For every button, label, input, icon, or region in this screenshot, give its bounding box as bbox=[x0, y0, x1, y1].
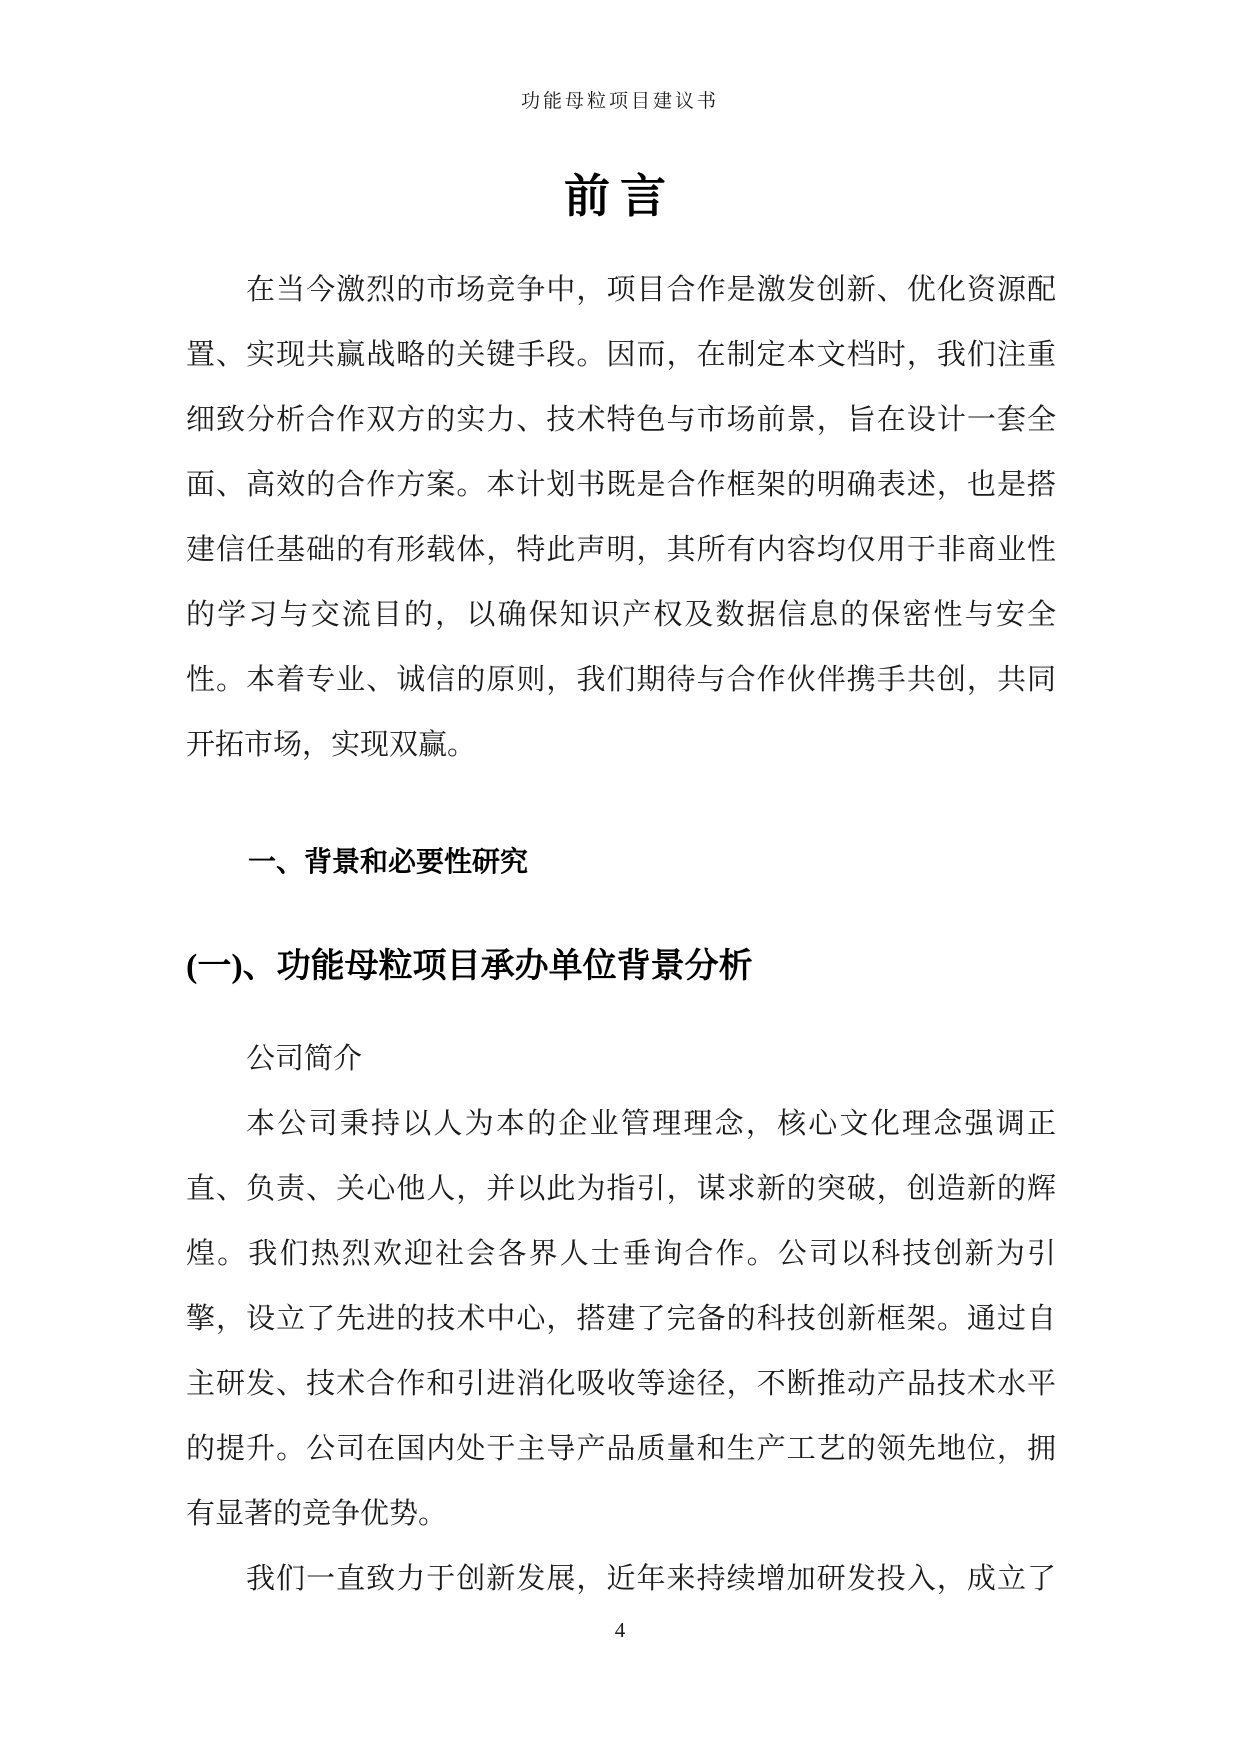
paragraph-line: 有显著的竞争优势。 bbox=[186, 1498, 448, 1530]
paragraph-line: 置、实现共赢战略的关键手段。因而，在制定本文档时，我们注重 bbox=[186, 339, 1056, 371]
page-number: 4 bbox=[614, 1618, 626, 1642]
paragraph-line: 本公司秉持以人为本的企业管理理念，核心文化理念强调正 bbox=[246, 1108, 1056, 1140]
paragraph-line: 直、负责、关心他人，并以此为指引，谋求新的突破，创造新的辉 bbox=[186, 1173, 1056, 1205]
document-header: 功能母粒项目建议书 bbox=[520, 91, 719, 112]
section-heading: 一、背景和必要性研究 bbox=[248, 847, 529, 878]
company-intro-block bbox=[186, 1027, 1056, 1612]
paragraph-line: 细致分析合作双方的实力、技术特色与市场前景，旨在设计一套全 bbox=[186, 404, 1056, 436]
paragraph-line: 擎，设立了先进的技术中心，搭建了完备的科技创新框架。通过自 bbox=[186, 1303, 1056, 1335]
paragraph-line: 面、高效的合作方案。本计划书既是合作框架的明确表述，也是搭 bbox=[186, 469, 1056, 501]
paragraph-line: 主研发、技术合作和引进消化吸收等途径，不断推动产品技术水平 bbox=[186, 1368, 1056, 1400]
paragraph-line: 开拓市场，实现双赢。 bbox=[186, 729, 477, 761]
company-intro-label: 公司简介 bbox=[246, 1043, 363, 1075]
paragraph-line: 在当今激烈的市场竞争中，项目合作是激发创新、优化资源配 bbox=[246, 274, 1056, 306]
paragraph-line: 的提升。公司在国内处于主导产品质量和生产工艺的领先地位，拥 bbox=[186, 1433, 1056, 1465]
paragraph-line: 我们一直致力于创新发展，近年来持续增加研发投入，成立了 bbox=[246, 1563, 1056, 1595]
paragraph-line: 建信任基础的有形载体，特此声明，其所有内容均仅用于非商业性 bbox=[186, 534, 1056, 566]
paragraph-line: 性。本着专业、诚信的原则，我们期待与合作伙伴携手共创，共同 bbox=[186, 664, 1056, 696]
page-title: 前言 bbox=[564, 171, 676, 222]
subsection-heading: (一)、功能母粒项目承办单位背景分析 bbox=[186, 948, 753, 985]
preface-paragraph bbox=[186, 258, 1056, 778]
paragraph-line: 的学习与交流目的，以确保知识产权及数据信息的保密性与安全 bbox=[186, 599, 1056, 631]
paragraph-line: 煌。我们热烈欢迎社会各界人士垂询合作。公司以科技创新为引 bbox=[186, 1238, 1056, 1270]
